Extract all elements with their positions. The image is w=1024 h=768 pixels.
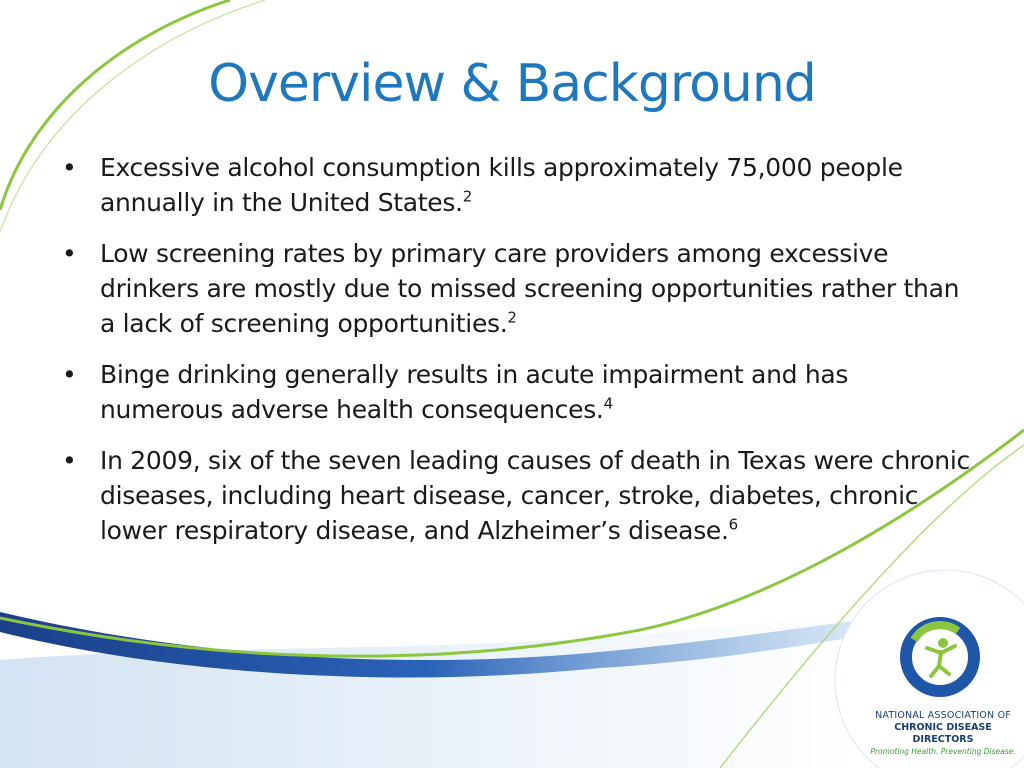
bullet-glyph: • (62, 153, 77, 182)
organization-logo-text (866, 710, 1020, 758)
logo-org-line1: NATIONAL ASSOCIATION OF (875, 710, 1011, 721)
bullet-item (60, 150, 970, 220)
slide-title: Overview & Background (208, 54, 816, 114)
bottom-pale-band (0, 610, 860, 768)
bullet-item (60, 236, 970, 341)
bullet-item (60, 443, 970, 548)
bullet-text: In 2009, six of the seven leading causes of death in Texas were chronic diseases, including heart disease, cancer, stroke, diabetes, chronic lower respiratory disease, and Alzheimer’s disease. (100, 446, 970, 545)
bullet-text: Low screening rates by primary care providers among excessive drinkers are mostly due to missed screening opportunities rather than a lack of screening opportunities. (100, 239, 960, 338)
citation-ref: 2 (507, 308, 517, 327)
bullet-list (60, 150, 970, 564)
bullet-glyph: • (62, 446, 77, 475)
bullet-text: Binge drinking generally results in acute impairment and has numerous adverse health consequences. (100, 360, 849, 424)
citation-ref: 6 (728, 515, 738, 534)
logo-org-line2: CHRONIC DISEASE DIRECTORS (894, 722, 992, 745)
citation-ref: 4 (603, 394, 613, 413)
citation-ref: 2 (462, 187, 473, 206)
bullet-glyph: • (62, 360, 77, 389)
bullet-text: Excessive alcohol consumption kills approximately 75,000 people annually in the United States. (100, 153, 903, 217)
bullet-item (60, 357, 970, 427)
bullet-glyph: • (62, 239, 77, 268)
logo-tagline: Promoting Health. Preventing Disease. (870, 747, 1016, 756)
